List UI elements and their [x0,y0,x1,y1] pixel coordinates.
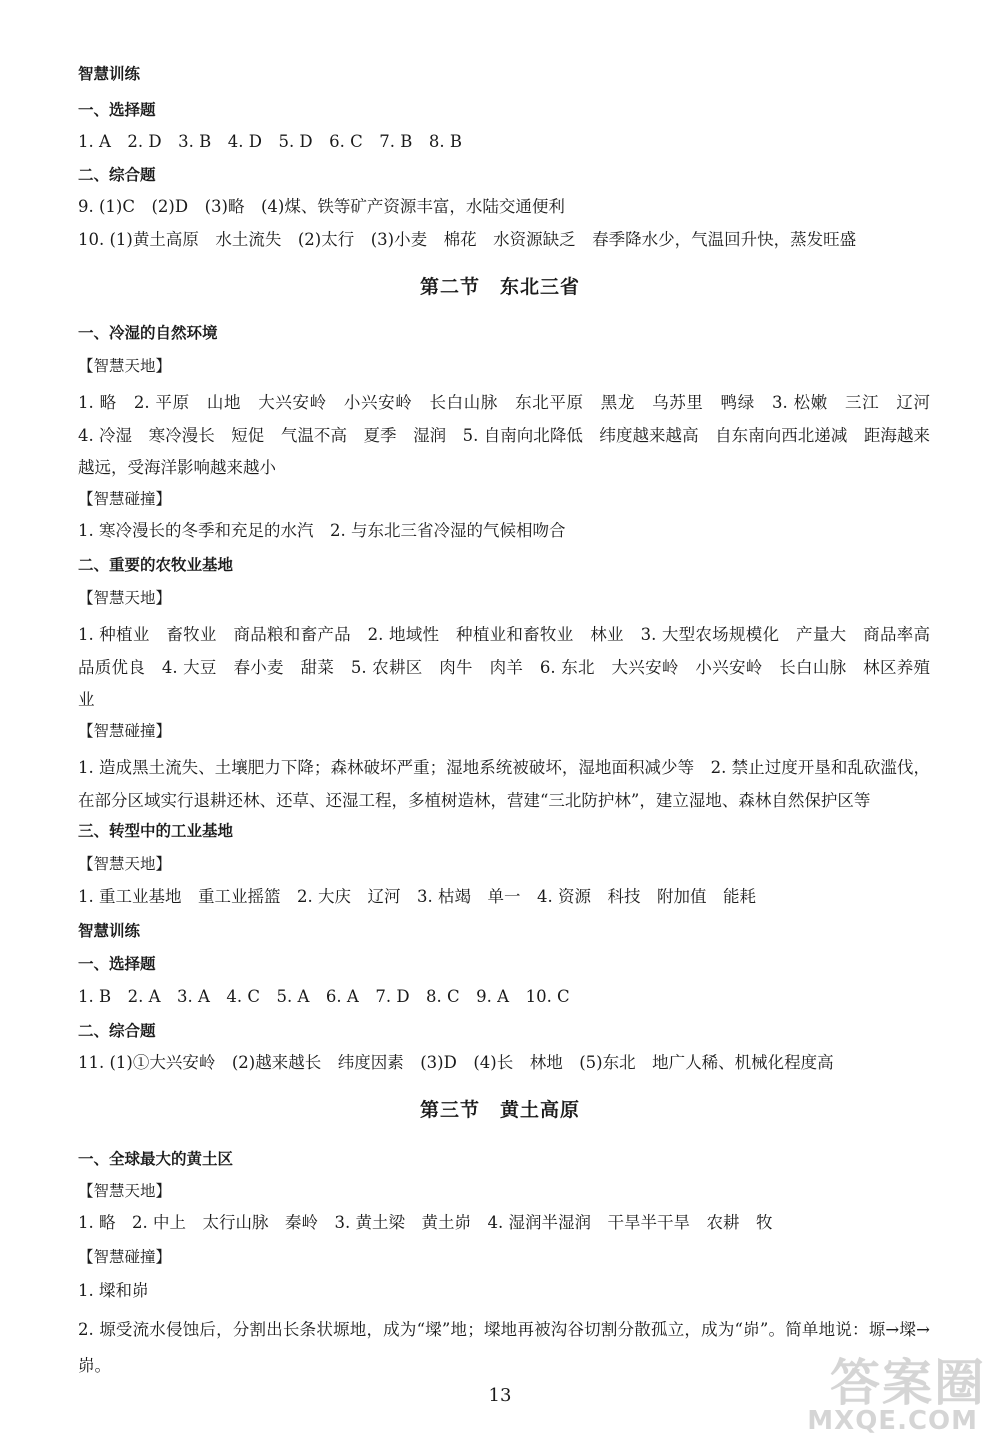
section3-part1-tiandi-text: 1. 略 2. 中上 太行山脉 秦岭 3. 黄土梁 黄土峁 4. 湿润半湿润 干旱半干旱 农耕 牧 [78,1213,773,1232]
section2-title: 第二节 东北三省 [419,276,580,298]
block1-q10: 10. (1)黄土高原 水土流失 (2)太行 (3)小麦 棉花 水资源缺乏 春季降水少，气温回升快，蒸发旺盛 [78,230,857,249]
section3-pengzhuang-1: 1. 墚和峁 [78,1281,149,1300]
section2-part1-tiandi-text: 1. 略 2. 平原 山地 大兴安岭 小兴安岭 长白山脉 东北平原 黑龙 乌苏里 鸭绿 3. 松嫩 三江 辽河 4. 冷湿 寒冷漫长 短促 气温不高 夏季 湿润 5. 自南向北降低 纬度越来越高 自东南向西北递减 距海越来越远，受海洋影响越来越小 [78,393,947,477]
section2-part3-tiandi-text: 1. 重工业基地 重工业摇篮 2. 大庆 辽河 3. 枯竭 单一 4. 资源 科技 附加值 能耗 [78,887,756,906]
section3-part1-tiandi-label: 【智慧天地】 [78,1182,172,1200]
page-number: 13 [488,1385,512,1406]
section3-title: 第三节 黄土高原 [419,1099,580,1121]
section2-training-title: 智慧训练 [78,922,141,940]
section2-choice-answers: 1. B 2. A 3. A 4. C 5. A 6. A 7. D 8. C 9. A 10. C [78,987,570,1006]
block1-choice-answers: 1. A 2. D 3. B 4. D 5. D 6. C 7. B 8. B [78,132,463,151]
block1-title: 智慧训练 [78,65,141,83]
section2-part1-pengzhuang-text: 1. 寒冷漫长的冬季和充足的水汽 2. 与东北三省冷湿的气候相吻合 [78,521,566,540]
section2-part3-heading: 三、转型中的工业基地 [78,822,234,840]
section3-part1-heading: 一、全球最大的黄土区 [78,1150,234,1168]
section2-part2-heading: 二、重要的农牧业基地 [78,556,234,574]
section2-part1-tiandi-label: 【智慧天地】 [78,357,172,375]
watermark-line1: 答案圈 [830,1354,986,1412]
section2-comp-heading: 二、综合题 [78,1022,156,1040]
section2-part2-tiandi-label: 【智慧天地】 [78,589,172,607]
section2-part1-heading: 一、冷湿的自然环境 [78,324,218,342]
watermark-line2: MXQE.COM [807,1406,978,1436]
section2-part3-tiandi-label: 【智慧天地】 [78,855,172,873]
section2-part1-pengzhuang-label: 【智慧碰撞】 [78,490,172,508]
block1-q9: 9. (1)C (2)D (3)略 (4)煤、铁等矿产资源丰富，水陆交通便利 [78,197,565,216]
section3-pengzhuang-2: 2. 塬受流水侵蚀后，分割出长条状塬地，成为“墚”地；墚地再被沟谷切割分散孤立，成为“峁”。简单地说：塬→墚→峁。 [78,1320,930,1375]
section3-part1-pengzhuang-label: 【智慧碰撞】 [78,1248,172,1266]
block1-choice-heading: 一、选择题 [78,101,156,119]
watermark-logo [786,1343,986,1438]
section2-part2-pengzhuang-label: 【智慧碰撞】 [78,722,172,740]
section2-part2-pengzhuang-text: 1. 造成黑土流失、土壤肥力下降；森林破坏严重；湿地系统被破坏，湿地面积减少等 2. 禁止过度开垦和乱砍滥伐，在部分区域实行退耕还林、还草、还湿工程，多植树造林，营建“三北防护林”，建立湿地、森林自然保护区等 [78,758,930,810]
block1-comp-heading: 二、综合题 [78,166,156,184]
section2-q11: 11. (1)①大兴安岭 (2)越来越长 纬度因素 (3)D (4)长 林地 (5)东北 地广人稀、机械化程度高 [78,1053,834,1072]
section2-choice-heading: 一、选择题 [78,955,156,973]
section2-part2-tiandi-text: 1. 种植业 畜牧业 商品粮和畜产品 2. 地域性 种植业和畜牧业 林业 3. 大型农场规模化 产量大 商品率高 品质优良 4. 大豆 春小麦 甜菜 5. 农耕区 肉牛 肉羊 6. 东北 大兴安岭 小兴安岭 长白山脉 林区养殖业 [78,625,947,709]
